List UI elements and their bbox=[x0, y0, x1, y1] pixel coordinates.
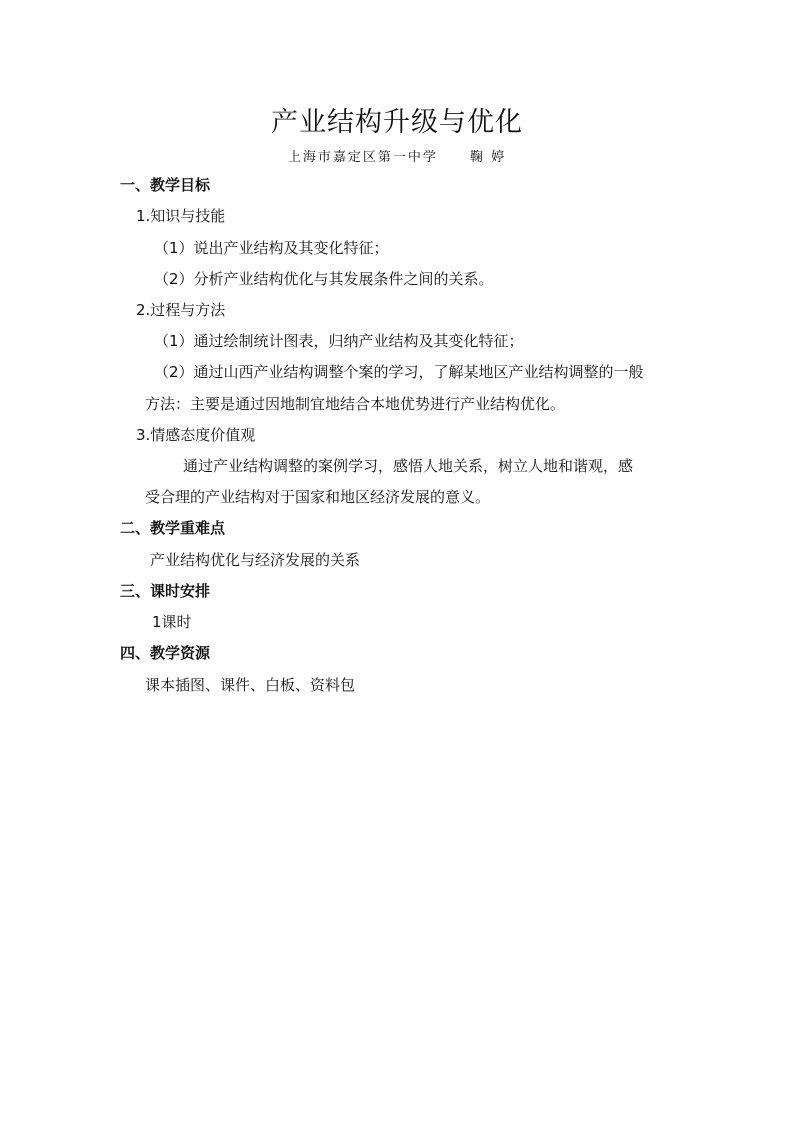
item-knowledge-2: （2）分析产业结构优化与其发展条件之间的关系。 bbox=[154, 270, 494, 288]
document-title: 产业结构升级与优化 bbox=[271, 107, 523, 138]
section-heading-resources: 四、教学资源 bbox=[120, 644, 211, 662]
subsection-attitude: 3.情感态度价值观 bbox=[136, 426, 256, 444]
section-heading-keypoints: 二、教学重难点 bbox=[120, 519, 226, 537]
section-heading-schedule: 三、课时安排 bbox=[120, 582, 211, 600]
schedule-text: 1课时 bbox=[152, 613, 192, 631]
school-name: 上海市嘉定区第一中学 bbox=[287, 150, 438, 165]
item-process-2-line2: 方法：主要是通过因地制宜地结合本地优势进行产业结构优化。 bbox=[145, 395, 566, 413]
author-name: 鞠 婷 bbox=[469, 150, 507, 165]
section-heading-objectives: 一、教学目标 bbox=[120, 176, 211, 194]
resources-text: 课本插图、课件、白板、资料包 bbox=[145, 676, 356, 694]
item-process-1: （1）通过绘制统计图表，归纳产业结构及其变化特征； bbox=[154, 332, 524, 350]
item-knowledge-1: （1）说出产业结构及其变化特征； bbox=[154, 239, 389, 257]
item-process-2-line1: （2）通过山西产业结构调整个案的学习，了解某地区产业结构调整的一般 bbox=[154, 363, 644, 381]
keypoints-text: 产业结构优化与经济发展的关系 bbox=[150, 551, 361, 569]
subsection-knowledge: 1.知识与技能 bbox=[136, 207, 226, 225]
item-attitude-line1: 通过产业结构调整的案例学习，感悟人地关系，树立人地和谐观，感 bbox=[183, 457, 634, 475]
subsection-process: 2.过程与方法 bbox=[136, 301, 226, 319]
item-attitude-line2: 受合理的产业结构对于国家和地区经济发展的意义。 bbox=[145, 488, 491, 506]
document-byline bbox=[0, 146, 794, 165]
